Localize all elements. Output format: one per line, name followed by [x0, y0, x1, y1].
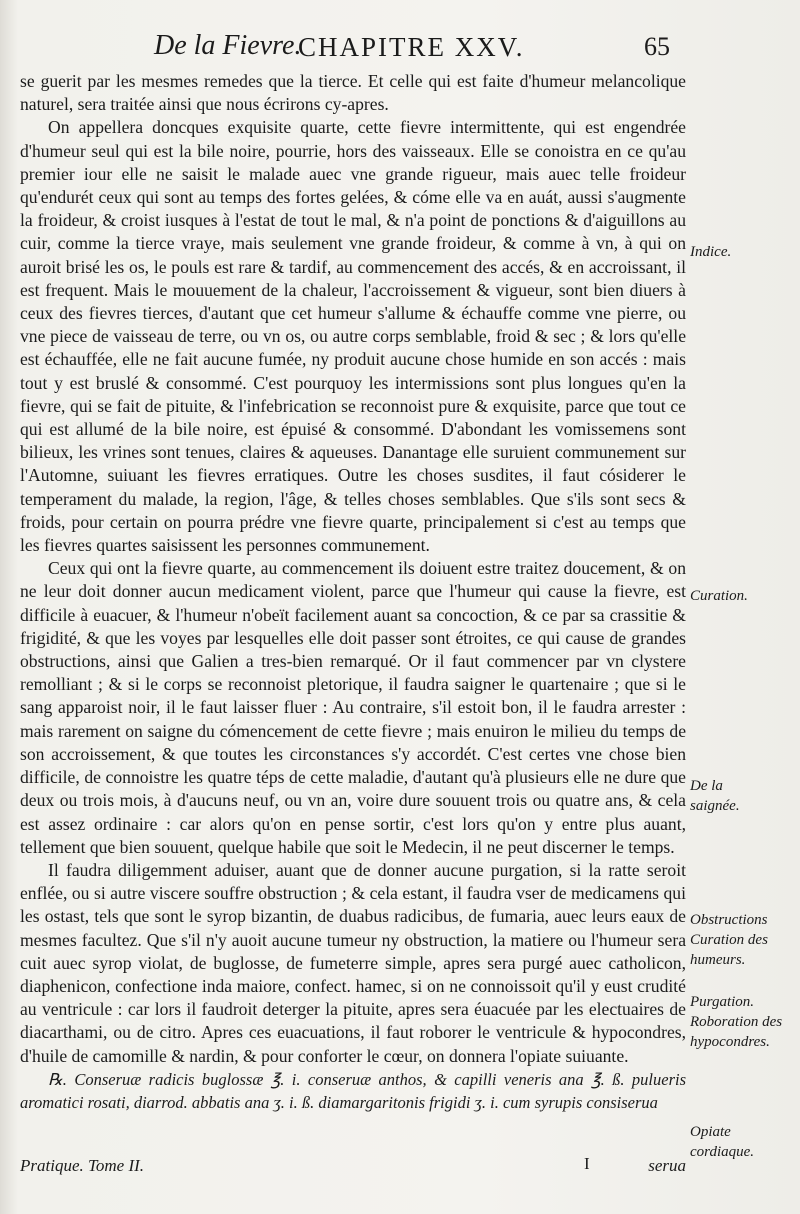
paragraph-quarte-definition: On appellera doncques exquisite quarte, cette fievre intermittente, qui est engendrée d'humeur seul qui est la bile noire, pourrie, hors des vaisseaux. Elle se conoistra en ce qu'au premier iour elle ne saisit le malade auec vne grande rigueur, mais auec telle froideur qu'endurét ceux qui sont au temps des fortes gelées, & cóme elle va en auát, aussi s'augmente la froideur, & croist iusques à l'estat de tout le mal, & n'a point de ponctions & d'aiguillons au cuir, comme la tierce vraye, mais seulement vne grande froideur, & comme à vn, à qui on auroit brisé les os, le pouls est rare & tardif, au commencement des accés, & en accroissant, il est frequent. Mais le mouuement de la chaleur, l'accroissement & vigueur, sont bien diuers à ceux des fievres tierces, d'autant que cet humeur s'allume & échauffe comme vne pierre, ou vne piece de vaisseau de terre, ou vn os, ou autre corps semblable, froid & sec ; & lors qu'elle est échauffée, elle ne fait aucune fumée, ny produit aucune chose humide en son accés : mais tout y est bruslé & consommé. C'est pourquoy les intermissions sont plus longues qu'en la fievre, qui se fait de pituite, & l'infebrication se reconnoist pure & exquisite, parce que tout ce qui est allumé de la bile noire, est épuisé & consommé. D'abondant les vomissemens sont bilieux, les vrines sont tenues, claires & aqueuses. Danantage elle suruient communement sur l'Automne, suiuant les fievres erratiques. Outre les choses susdites, il faut cósiderer le temperament du malade, la region, l'âge, & telles choses semblables. Que s'ils sont secs & froids, pour certain on pourra prédre vne fievre quarte, principalement si c'est au temps que les fievres quartes saisissent les personnes communement.: [20, 117, 686, 556]
chapter-heading: CHAPITRE XXV.: [298, 32, 525, 62]
margin-note-saignee: De la saignée.: [690, 778, 740, 814]
paragraph-curation: Ceux qui ont la fievre quarte, au commencement ils doiuent estre traitez doucement, & on ne leur doit donner aucun medicament violent, parce que l'humeur qui cause la fievre, est difficile à euacuer, & l'humeur n'obeït facilement auant sa concoction, & ce par sa crassitie & frigidité, & que les voyes par lesquelles elle doit passer sont étroites, ce qui cause de grandes obstructions, ainsi que Galien a tres-bien remarqué. Or il faut commencer par vn clystere remolliant ; & si le corps se reconnoist pletorique, il faudra saigner le quartenaire ; que si le sang apparoist noir, il le faut laisser fluer : Au contraire, s'il estoit bon, il le faudra arrester : mais rarement on saigne du cómencement de cette fievre ; mais enuiron le milieu du temps de son accroissement, & que toutes les circonstances s'y accordét. C'est certes vne chose bien difficile, de connoistre les quatre téps de cette maladie, d'autant qu'à plusieurs elle ne dure que deux ou trois mois, à d'aucuns neuf, ou vn an, voire dure souuent trois ou quatre ans, & cela est assez ordinaire : car alors qu'on en pense sortir, c'est lors qu'on y entre plus auant, tellement que bien souuent, quelque habile que soit le Medecin, il ne peut discerner le temps.: [20, 558, 686, 857]
running-title: De la Fievre.: [154, 30, 302, 61]
margin-note-obstructions: Obstructions Curation des humeurs.: [690, 912, 768, 968]
paragraph-purgation: Il faudra diligemment aduiser, auant que de donner aucune purgation, si la ratte seroit enflée, ou si autre viscere souffre obstruction ; & cela estant, il faudra vser de medicamens qui les ostast, tels que sont le syrop bizantin, de duabus radicibus, de fumaria, auec leurs eaux de mesmes facultez. Que s'il n'y auoit aucune tumeur ny obstruction, la matiere ou l'humeur sera cuit auec syrop violat, de buglosse, de fumeterre simple, apres sera purgé auec catholicon, diaphenicon, confectione inda maiore, confect. hamec, si on ne connoissoit qu'il y eust crudité au ventricule : car lors il faudroit deterger la pituite, apres sera éuacuée par les electuaires de diacarthami, ou de citro. Apres ces euacuations, il faut roborer le ventricule & hypocondres, d'huile de camomille & nardin, & pour conforter le cœur, on donnera l'opiate suiuante.: [20, 859, 686, 1066]
paragraph-continuation: se guerit par les mesmes remedes que la tierce. Et celle qui est faite d'humeur melancolique naturel, sera traitée ainsi que nous écrirons cy-apres.: [20, 71, 686, 115]
margin-note-indice: Indice.: [690, 244, 732, 260]
page-number: 65: [644, 32, 670, 61]
main-text: [20, 70, 686, 1114]
margin-note-purgation: Purgation.: [690, 994, 755, 1010]
running-header: [120, 30, 680, 70]
page-footer: [20, 1156, 686, 1182]
margin-note-roboration: Roboration des hypocondres.: [690, 1014, 783, 1050]
margin-note-opiate: Opiate cordiaque.: [690, 1124, 755, 1160]
recipe-opiate: ℞. Conseruæ radicis buglossæ ℥. i. conseruæ anthos, & capilli veneris ana ℥. ß. pulueris aromatici rosati, diarrod. abbatis ana ʒ. i. ß. diamargaritonis frigidi ʒ. i. cum syrupis consiserua: [20, 1069, 686, 1112]
signature-mark: I: [584, 1154, 590, 1173]
catchword: serua: [648, 1156, 686, 1175]
margin-note-curation: Curation.: [690, 588, 748, 604]
footer-volume: Pratique. Tome II.: [20, 1156, 145, 1175]
